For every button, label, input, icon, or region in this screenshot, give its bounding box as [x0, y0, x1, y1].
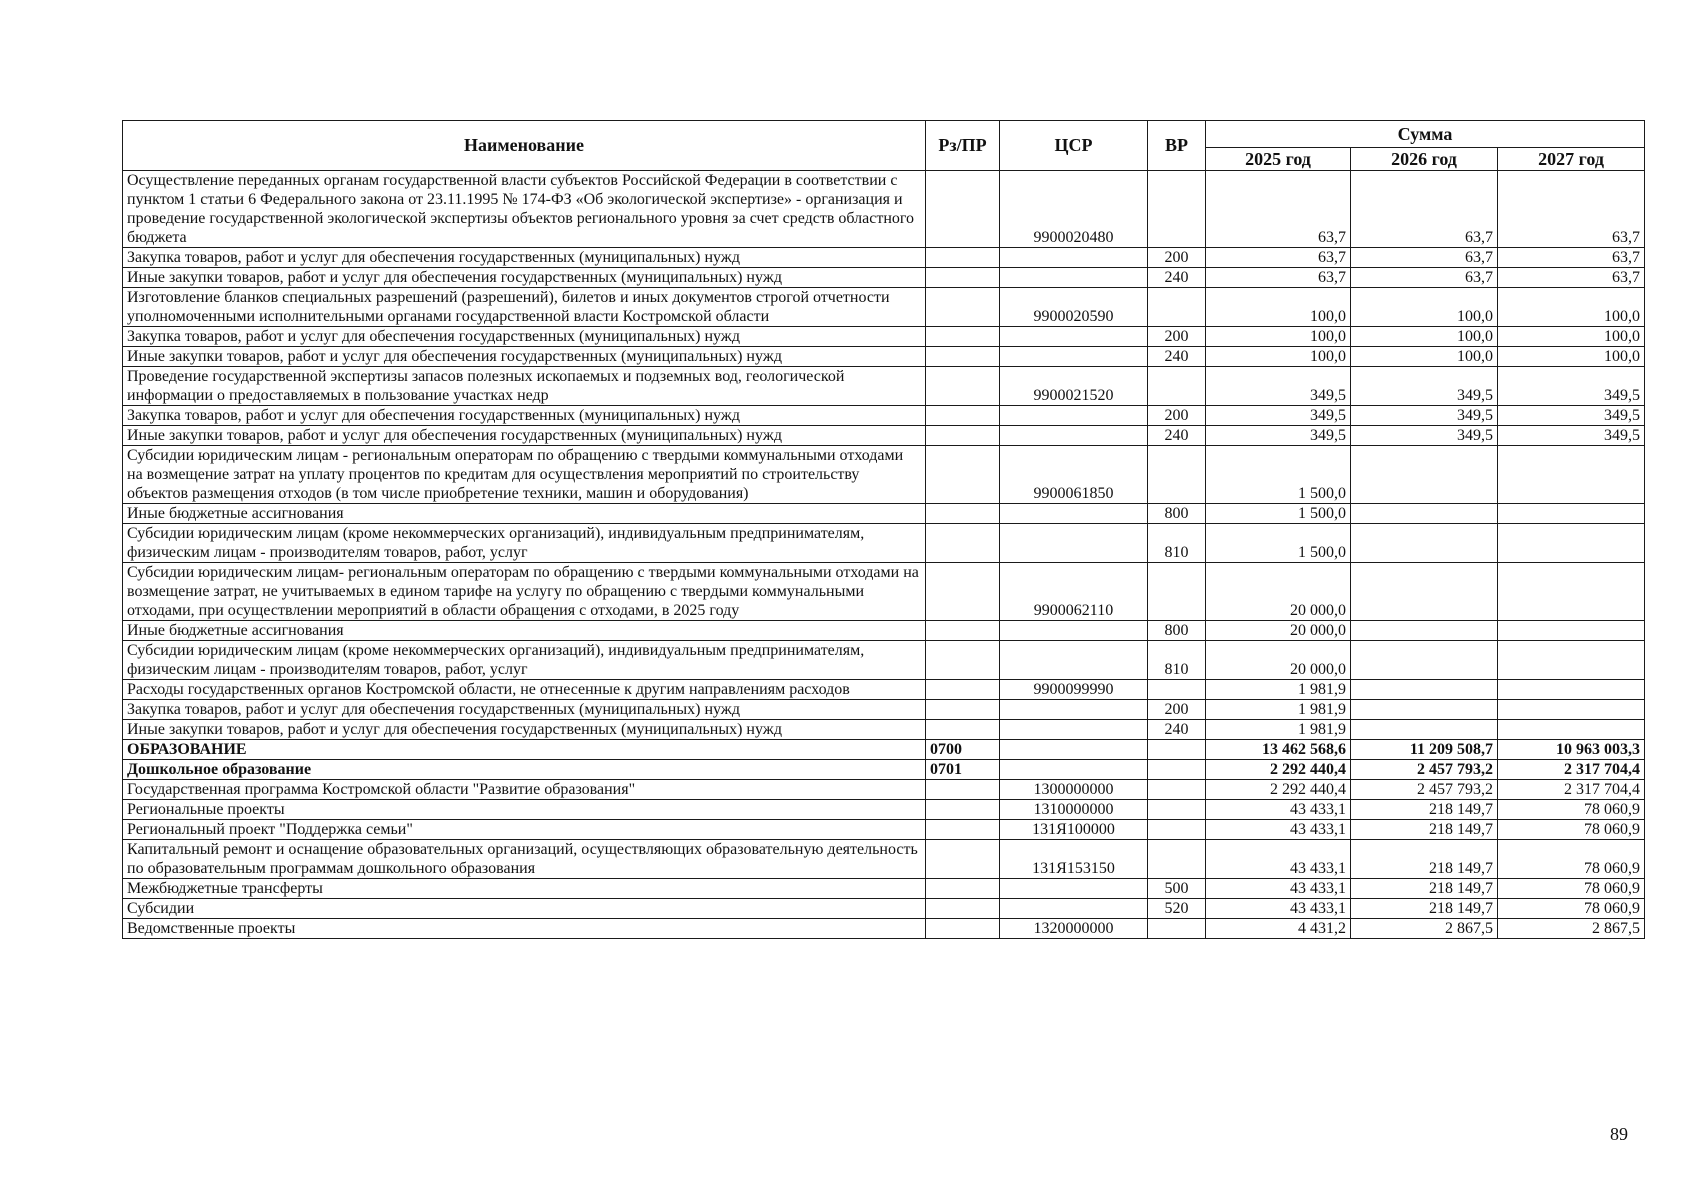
cell-2027: 100,0 — [1498, 327, 1645, 347]
cell-2027: 349,5 — [1498, 426, 1645, 446]
cell-name: Иные закупки товаров, работ и услуг для обеспечения государственных (муниципальных) нужд — [123, 347, 926, 367]
cell-rz-pr — [926, 171, 1000, 248]
cell-2027: 2 317 704,4 — [1498, 780, 1645, 800]
cell-name: Региональные проекты — [123, 800, 926, 820]
cell-name: Субсидии юридическим лицам (кроме некоммерческих организаций), индивидуальным предпринимателям, физическим лицам - производителям товаров, работ, услуг — [123, 641, 926, 680]
cell-2025: 43 433,1 — [1206, 840, 1351, 879]
cell-csr — [1000, 621, 1148, 641]
cell-rz-pr — [926, 820, 1000, 840]
cell-name: Иные закупки товаров, работ и услуг для обеспечения государственных (муниципальных) нужд — [123, 268, 926, 288]
cell-vr: 520 — [1148, 899, 1206, 919]
table-row — [123, 720, 1645, 740]
cell-csr: 9900061850 — [1000, 446, 1148, 504]
cell-2027 — [1498, 700, 1645, 720]
cell-2026: 349,5 — [1351, 426, 1498, 446]
cell-rz-pr — [926, 524, 1000, 563]
cell-name: Межбюджетные трансферты — [123, 879, 926, 899]
table-header — [123, 121, 1645, 171]
cell-2025: 1 500,0 — [1206, 524, 1351, 563]
cell-name: Расходы государственных органов Костромской области, не отнесенные к другим направлениям расходов — [123, 680, 926, 700]
table-row — [123, 524, 1645, 563]
cell-vr — [1148, 446, 1206, 504]
cell-2027: 78 060,9 — [1498, 800, 1645, 820]
cell-2027 — [1498, 641, 1645, 680]
cell-2026: 63,7 — [1351, 268, 1498, 288]
cell-2026 — [1351, 720, 1498, 740]
cell-2027: 2 867,5 — [1498, 919, 1645, 939]
cell-2026: 218 149,7 — [1351, 840, 1498, 879]
cell-rz-pr — [926, 268, 1000, 288]
cell-2025: 2 292 440,4 — [1206, 760, 1351, 780]
table-row — [123, 288, 1645, 327]
cell-2026: 218 149,7 — [1351, 800, 1498, 820]
table-row — [123, 406, 1645, 426]
cell-csr — [1000, 879, 1148, 899]
cell-rz-pr — [926, 919, 1000, 939]
cell-csr: 9900062110 — [1000, 563, 1148, 621]
cell-vr: 810 — [1148, 641, 1206, 680]
table-row — [123, 641, 1645, 680]
cell-name: Иные бюджетные ассигнования — [123, 621, 926, 641]
cell-csr — [1000, 248, 1148, 268]
cell-2025: 20 000,0 — [1206, 641, 1351, 680]
cell-vr — [1148, 840, 1206, 879]
cell-2026: 2 457 793,2 — [1351, 780, 1498, 800]
table-row — [123, 740, 1645, 760]
cell-csr — [1000, 327, 1148, 347]
cell-2027: 78 060,9 — [1498, 879, 1645, 899]
cell-name: Региональный проект "Поддержка семьи" — [123, 820, 926, 840]
header-sum: Сумма — [1206, 121, 1645, 148]
cell-name: Изготовление бланков специальных разрешений (разрешений), билетов и иных документов строгой отчетности уполномоченными исполнительными органами государственной власти Костромской области — [123, 288, 926, 327]
cell-2026: 63,7 — [1351, 248, 1498, 268]
cell-csr — [1000, 740, 1148, 760]
cell-2027 — [1498, 504, 1645, 524]
table-row — [123, 446, 1645, 504]
cell-2026 — [1351, 641, 1498, 680]
cell-rz-pr — [926, 780, 1000, 800]
cell-2027: 78 060,9 — [1498, 840, 1645, 879]
cell-2027: 100,0 — [1498, 347, 1645, 367]
cell-name: Закупка товаров, работ и услуг для обеспечения государственных (муниципальных) нужд — [123, 248, 926, 268]
cell-rz-pr — [926, 406, 1000, 426]
header-rz-pr: Рз/ПР — [926, 121, 1000, 171]
table-row — [123, 248, 1645, 268]
cell-2025: 63,7 — [1206, 248, 1351, 268]
cell-vr — [1148, 780, 1206, 800]
cell-name: Закупка товаров, работ и услуг для обеспечения государственных (муниципальных) нужд — [123, 700, 926, 720]
cell-2025: 63,7 — [1206, 268, 1351, 288]
cell-2026: 100,0 — [1351, 347, 1498, 367]
cell-2026: 218 149,7 — [1351, 879, 1498, 899]
cell-vr: 200 — [1148, 327, 1206, 347]
cell-2027: 78 060,9 — [1498, 820, 1645, 840]
cell-2025: 100,0 — [1206, 347, 1351, 367]
cell-csr — [1000, 524, 1148, 563]
cell-csr: 9900099990 — [1000, 680, 1148, 700]
cell-name: Дошкольное образование — [123, 760, 926, 780]
cell-2027 — [1498, 446, 1645, 504]
cell-2025: 1 500,0 — [1206, 446, 1351, 504]
cell-2026: 218 149,7 — [1351, 899, 1498, 919]
cell-vr: 240 — [1148, 720, 1206, 740]
cell-2026 — [1351, 504, 1498, 524]
cell-2027: 100,0 — [1498, 288, 1645, 327]
cell-2025: 1 500,0 — [1206, 504, 1351, 524]
cell-2027: 349,5 — [1498, 367, 1645, 406]
cell-2027 — [1498, 680, 1645, 700]
cell-csr: 1300000000 — [1000, 780, 1148, 800]
cell-2027: 78 060,9 — [1498, 899, 1645, 919]
header-year-2025: 2025 год — [1206, 148, 1351, 171]
cell-2025: 349,5 — [1206, 426, 1351, 446]
cell-name: Закупка товаров, работ и услуг для обеспечения государственных (муниципальных) нужд — [123, 327, 926, 347]
cell-csr — [1000, 268, 1148, 288]
cell-vr — [1148, 800, 1206, 820]
cell-vr — [1148, 919, 1206, 939]
cell-2025: 4 431,2 — [1206, 919, 1351, 939]
table-row — [123, 621, 1645, 641]
table-row — [123, 327, 1645, 347]
cell-rz-pr — [926, 327, 1000, 347]
cell-csr: 1310000000 — [1000, 800, 1148, 820]
cell-rz-pr — [926, 426, 1000, 446]
cell-csr: 9900020590 — [1000, 288, 1148, 327]
table-row — [123, 840, 1645, 879]
cell-rz-pr — [926, 248, 1000, 268]
cell-csr: 1320000000 — [1000, 919, 1148, 939]
cell-rz-pr — [926, 680, 1000, 700]
cell-vr: 200 — [1148, 406, 1206, 426]
cell-2025: 43 433,1 — [1206, 899, 1351, 919]
table-row — [123, 426, 1645, 446]
cell-csr: 9900020480 — [1000, 171, 1148, 248]
budget-table — [122, 120, 1645, 939]
cell-vr: 810 — [1148, 524, 1206, 563]
cell-vr — [1148, 680, 1206, 700]
cell-2025: 20 000,0 — [1206, 621, 1351, 641]
cell-rz-pr — [926, 641, 1000, 680]
cell-vr — [1148, 563, 1206, 621]
cell-name: Закупка товаров, работ и услуг для обеспечения государственных (муниципальных) нужд — [123, 406, 926, 426]
header-year-2027: 2027 год — [1498, 148, 1645, 171]
cell-2026: 218 149,7 — [1351, 820, 1498, 840]
table-row — [123, 899, 1645, 919]
cell-2026: 349,5 — [1351, 367, 1498, 406]
cell-name: Осуществление переданных органам государственной власти субъектов Российской Федерации в соответствии с пунктом 1 статьи 6 Федерального закона от 23.11.1995 № 174-ФЗ «Об экологической экспертизе» - организация и проведение государственной экологической экспертизы объектов регионального уровня за счет средств областного бюджета — [123, 171, 926, 248]
header-vr: ВР — [1148, 121, 1206, 171]
cell-name: Капитальный ремонт и оснащение образовательных организаций, осуществляющих образовательную деятельность по образовательным программам дошкольного образования — [123, 840, 926, 879]
cell-vr — [1148, 367, 1206, 406]
cell-vr: 240 — [1148, 426, 1206, 446]
table-row — [123, 171, 1645, 248]
table-body — [123, 171, 1645, 939]
cell-2026: 349,5 — [1351, 406, 1498, 426]
cell-rz-pr: 0701 — [926, 760, 1000, 780]
cell-2026: 2 867,5 — [1351, 919, 1498, 939]
cell-rz-pr — [926, 899, 1000, 919]
cell-2025: 1 981,9 — [1206, 700, 1351, 720]
cell-name: ОБРАЗОВАНИЕ — [123, 740, 926, 760]
cell-rz-pr: 0700 — [926, 740, 1000, 760]
table-row — [123, 820, 1645, 840]
cell-name: Субсидии юридическим лицам - региональным операторам по обращению с твердыми коммунальными отходами на возмещение затрат на уплату процентов по кредитам для осуществления мероприятий по строительству объектов размещения отходов (в том числе приобретение техники, машин и оборудования) — [123, 446, 926, 504]
cell-2025: 43 433,1 — [1206, 800, 1351, 820]
cell-vr — [1148, 820, 1206, 840]
cell-csr — [1000, 641, 1148, 680]
cell-csr: 9900021520 — [1000, 367, 1148, 406]
cell-name: Иные бюджетные ассигнования — [123, 504, 926, 524]
cell-name: Субсидии юридическим лицам- региональным операторам по обращению с твердыми коммунальными отходами на возмещение затрат, не учитываемых в едином тарифе на услугу по обращению с твердыми коммунальными отходами, при осуществлении мероприятий в области обращения с отходами, в 2025 году — [123, 563, 926, 621]
cell-rz-pr — [926, 879, 1000, 899]
cell-2027 — [1498, 621, 1645, 641]
cell-2027: 63,7 — [1498, 171, 1645, 248]
table-row — [123, 879, 1645, 899]
table-row — [123, 680, 1645, 700]
cell-rz-pr — [926, 504, 1000, 524]
cell-2025: 20 000,0 — [1206, 563, 1351, 621]
cell-vr: 800 — [1148, 504, 1206, 524]
cell-vr: 200 — [1148, 700, 1206, 720]
cell-2025: 13 462 568,6 — [1206, 740, 1351, 760]
cell-rz-pr — [926, 621, 1000, 641]
cell-name: Иные закупки товаров, работ и услуг для обеспечения государственных (муниципальных) нужд — [123, 720, 926, 740]
cell-vr — [1148, 171, 1206, 248]
page-number: 89 — [1610, 1124, 1628, 1144]
cell-2026 — [1351, 680, 1498, 700]
cell-rz-pr — [926, 288, 1000, 327]
table-row — [123, 268, 1645, 288]
cell-rz-pr — [926, 840, 1000, 879]
cell-2026 — [1351, 446, 1498, 504]
cell-vr: 500 — [1148, 879, 1206, 899]
cell-name: Проведение государственной экспертизы запасов полезных ископаемых и подземных вод, геологической информации о предоставляемых в пользование участках недр — [123, 367, 926, 406]
cell-csr — [1000, 760, 1148, 780]
cell-2027 — [1498, 524, 1645, 563]
table-row — [123, 700, 1645, 720]
cell-csr — [1000, 347, 1148, 367]
cell-2026: 2 457 793,2 — [1351, 760, 1498, 780]
cell-vr: 200 — [1148, 248, 1206, 268]
cell-rz-pr — [926, 347, 1000, 367]
header-name: Наименование — [123, 121, 926, 171]
cell-rz-pr — [926, 700, 1000, 720]
cell-2026: 11 209 508,7 — [1351, 740, 1498, 760]
cell-2025: 100,0 — [1206, 327, 1351, 347]
cell-name: Субсидии — [123, 899, 926, 919]
cell-vr: 240 — [1148, 347, 1206, 367]
cell-csr: 131Я153150 — [1000, 840, 1148, 879]
cell-2026 — [1351, 524, 1498, 563]
cell-rz-pr — [926, 800, 1000, 820]
cell-2027: 63,7 — [1498, 268, 1645, 288]
cell-2025: 349,5 — [1206, 367, 1351, 406]
cell-name: Субсидии юридическим лицам (кроме некоммерческих организаций), индивидуальным предпринимателям, физическим лицам - производителям товаров, работ, услуг — [123, 524, 926, 563]
cell-name: Ведомственные проекты — [123, 919, 926, 939]
cell-2026 — [1351, 700, 1498, 720]
cell-2025: 1 981,9 — [1206, 680, 1351, 700]
cell-2027: 63,7 — [1498, 248, 1645, 268]
cell-2026: 100,0 — [1351, 327, 1498, 347]
cell-2025: 100,0 — [1206, 288, 1351, 327]
cell-2025: 43 433,1 — [1206, 820, 1351, 840]
cell-csr — [1000, 899, 1148, 919]
table-row — [123, 367, 1645, 406]
cell-2027: 349,5 — [1498, 406, 1645, 426]
cell-rz-pr — [926, 563, 1000, 621]
cell-csr — [1000, 426, 1148, 446]
header-csr: ЦСР — [1000, 121, 1148, 171]
cell-rz-pr — [926, 367, 1000, 406]
cell-csr — [1000, 720, 1148, 740]
table-row — [123, 780, 1645, 800]
cell-vr — [1148, 760, 1206, 780]
cell-csr — [1000, 504, 1148, 524]
table-row — [123, 760, 1645, 780]
cell-2025: 1 981,9 — [1206, 720, 1351, 740]
header-year-2026: 2026 год — [1351, 148, 1498, 171]
table-row — [123, 563, 1645, 621]
cell-vr — [1148, 288, 1206, 327]
table-row — [123, 347, 1645, 367]
cell-rz-pr — [926, 446, 1000, 504]
cell-2027 — [1498, 563, 1645, 621]
cell-2026 — [1351, 621, 1498, 641]
cell-name: Государственная программа Костромской области "Развитие образования" — [123, 780, 926, 800]
table-row — [123, 919, 1645, 939]
cell-2026: 63,7 — [1351, 171, 1498, 248]
cell-rz-pr — [926, 720, 1000, 740]
cell-2027: 10 963 003,3 — [1498, 740, 1645, 760]
cell-2025: 2 292 440,4 — [1206, 780, 1351, 800]
cell-2025: 63,7 — [1206, 171, 1351, 248]
cell-2025: 349,5 — [1206, 406, 1351, 426]
cell-2027 — [1498, 720, 1645, 740]
cell-name: Иные закупки товаров, работ и услуг для обеспечения государственных (муниципальных) нужд — [123, 426, 926, 446]
table-row — [123, 504, 1645, 524]
cell-vr — [1148, 740, 1206, 760]
cell-2026: 100,0 — [1351, 288, 1498, 327]
cell-2027: 2 317 704,4 — [1498, 760, 1645, 780]
cell-vr: 800 — [1148, 621, 1206, 641]
cell-2026 — [1351, 563, 1498, 621]
cell-vr: 240 — [1148, 268, 1206, 288]
cell-csr — [1000, 406, 1148, 426]
cell-csr: 131Я100000 — [1000, 820, 1148, 840]
cell-2025: 43 433,1 — [1206, 879, 1351, 899]
table-row — [123, 800, 1645, 820]
cell-csr — [1000, 700, 1148, 720]
